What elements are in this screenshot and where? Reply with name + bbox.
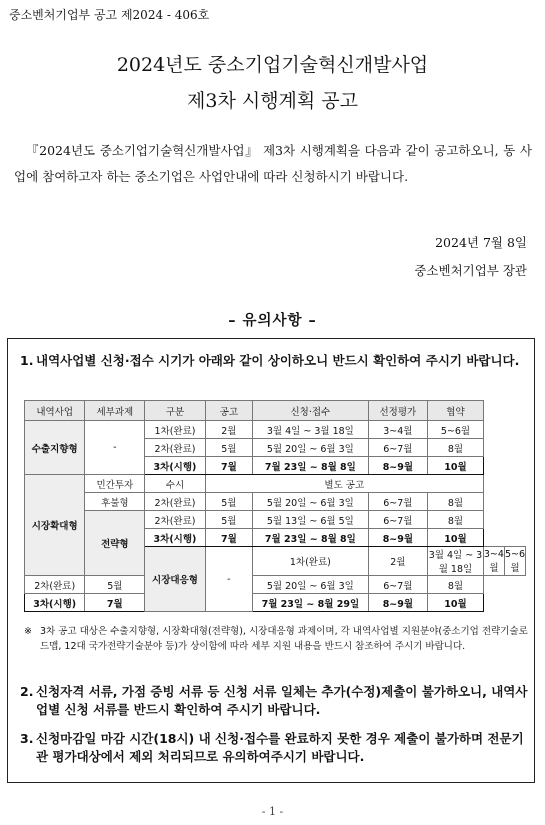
table-cell: 10월 bbox=[428, 529, 484, 547]
table-cell: 5월 bbox=[205, 493, 252, 511]
group-market-expand: 시장확대형 bbox=[25, 475, 85, 576]
sub-task-strategic: 전략형 bbox=[85, 511, 145, 576]
table-cell: 5~6월 bbox=[428, 421, 484, 439]
schedule-table bbox=[24, 400, 526, 612]
table-cell: 5월 20일 ~ 6월 3일 bbox=[253, 576, 369, 594]
table-row bbox=[25, 511, 526, 529]
item-number: 1. bbox=[20, 353, 34, 368]
table-cell: 2월 bbox=[368, 547, 427, 576]
table-cell: 1차(완료) bbox=[145, 421, 205, 439]
table-cell: 8~9월 bbox=[368, 594, 427, 612]
table-footnote bbox=[24, 624, 530, 654]
table-cell: 7월 bbox=[205, 529, 252, 547]
table-cell: 8월 bbox=[428, 493, 484, 511]
header-cell: 세부과제 bbox=[85, 401, 145, 421]
table-cell: 5월 13일 ~ 6월 5일 bbox=[253, 511, 369, 529]
table-cell: 8월 bbox=[428, 439, 484, 457]
table-cell: 7월 23일 ~ 8월 8일 bbox=[253, 529, 369, 547]
group-market-response: 시장대응형 bbox=[145, 547, 205, 612]
footnote-text: 3차 공고 대상은 수출지향형, 시장확대형(전략형), 시장대응형 과제이며, 각 내역사업별 지원분야(중소기업 전략기술로드맵, 12대 국가전략기술분야 등)가 상이함에 따라 세부 지원 내용을 반드시 참조하여 주시기 바랍니다. bbox=[40, 626, 528, 652]
table-cell: 7월 23일 ~ 8월 8일 bbox=[253, 457, 369, 475]
header-cell: 신청·접수 bbox=[253, 401, 369, 421]
intro-paragraph: 『2024년도 중소기업기술혁신개발사업』 제3차 시행계획을 다음과 같이 공고하오니, 동 사업에 참여하고자 하는 중소기업은 사업안내에 따라 신청하시기 바랍니다. bbox=[14, 143, 532, 184]
table-cell: 6~7월 bbox=[368, 493, 427, 511]
table-cell: 5월 bbox=[205, 511, 252, 529]
document-number: 중소벤처기업부 공고 제2024 - 406호 bbox=[9, 8, 210, 22]
header-cell: 구분 bbox=[145, 401, 205, 421]
table-cell: 2차(완료) bbox=[145, 439, 205, 457]
sub-task-cell: - bbox=[85, 421, 145, 475]
table-cell: 7월 bbox=[85, 594, 145, 612]
item-number: 3. bbox=[20, 731, 34, 746]
table-cell: 3~4월 bbox=[483, 548, 504, 574]
notice-item-3 bbox=[20, 730, 528, 766]
table-cell: 1차(완료) bbox=[253, 547, 369, 576]
table-cell: 7월 23일 ~ 8월 29일 bbox=[253, 594, 369, 612]
title-line-2: 제3차 시행계획 공고 bbox=[187, 90, 358, 112]
table-cell: 2차(완료) bbox=[145, 511, 205, 529]
title-line-1: 2024년도 중소기업기술혁신개발사업 bbox=[116, 54, 429, 76]
sub-task-private: 민간투자 bbox=[85, 475, 145, 493]
table-row bbox=[25, 421, 526, 439]
notice-heading: – 유의사항 – bbox=[228, 313, 317, 329]
table-cell: 8월 bbox=[428, 576, 484, 594]
header-cell: 협약 bbox=[428, 401, 484, 421]
reference-mark: ※ bbox=[24, 626, 32, 637]
table-cell: 3차(시행) bbox=[25, 594, 85, 612]
table-cell: 8~9월 bbox=[368, 457, 427, 475]
table-cell: 5월 bbox=[205, 439, 252, 457]
sub-task-cell: - bbox=[205, 547, 252, 612]
table-row-current bbox=[25, 594, 526, 612]
page-number: - 1 - bbox=[261, 805, 284, 818]
table-cell: 10월 bbox=[428, 594, 484, 612]
item-text: 신청자격 서류, 가점 증빙 서류 등 신청 서류 일체는 추가(수정)제출이 불가하오니, 내역사업별 신청 서류를 반드시 확인하여 주시기 바랍니다. bbox=[36, 684, 528, 717]
table-cell: 10월 bbox=[428, 457, 484, 475]
table-cell: 6~7월 bbox=[368, 511, 427, 529]
table-cell: 수시 bbox=[145, 475, 205, 493]
table-cell: 3차(시행) bbox=[145, 529, 205, 547]
table-row bbox=[25, 493, 526, 511]
announcement-date: 2024년 7월 8일 bbox=[435, 235, 527, 250]
group-export: 수출지향형 bbox=[25, 421, 85, 475]
table-cell: 2차(완료) bbox=[25, 576, 85, 594]
table-cell: 5~6월 bbox=[504, 548, 525, 574]
table-cell: 6~7월 bbox=[368, 439, 427, 457]
table-row bbox=[25, 576, 526, 594]
table-cell: 7월 bbox=[205, 457, 252, 475]
notice-item-1 bbox=[20, 352, 528, 370]
table-cell: 별도 공고 bbox=[205, 475, 483, 493]
table-header-row bbox=[25, 401, 526, 421]
table-cell: 5월 bbox=[85, 576, 145, 594]
table-cell: 6~7월 bbox=[368, 576, 427, 594]
item-text: 신청마감일 마감 시간(18시) 내 신청·접수를 완료하지 못한 경우 제출이 불가하며 전문기관 평가대상에서 제외 처리되므로 유의하여주시기 바랍니다. bbox=[36, 731, 524, 764]
table-cell: 8~9월 bbox=[368, 529, 427, 547]
table-cell: 5월 20일 ~ 6월 3일 bbox=[253, 493, 369, 511]
table-cell: 3월 4일 ~ 3월 18일 bbox=[428, 547, 484, 576]
table-cell: 2월 bbox=[205, 421, 252, 439]
table-cell: 8월 bbox=[428, 511, 484, 529]
sub-task-followup: 후불형 bbox=[85, 493, 145, 511]
header-cell: 공고 bbox=[205, 401, 252, 421]
table-cell: 5월 20일 ~ 6월 3일 bbox=[253, 439, 369, 457]
header-cell: 내역사업 bbox=[25, 401, 85, 421]
table-cell: 2차(완료) bbox=[145, 493, 205, 511]
table-cell: 3월 4일 ~ 3월 18일 bbox=[253, 421, 369, 439]
table-cell: 3~4월 bbox=[368, 421, 427, 439]
table-cell: 3차(시행) bbox=[145, 457, 205, 475]
issuer: 중소벤처기업부 장관 bbox=[414, 263, 527, 278]
table-row bbox=[25, 475, 526, 493]
notice-item-2 bbox=[20, 683, 528, 719]
header-cell: 선정평가 bbox=[368, 401, 427, 421]
item-text: 내역사업별 신청·접수 시기가 아래와 같이 상이하오니 반드시 확인하여 주시기 바랍니다. bbox=[36, 353, 520, 368]
item-number: 2. bbox=[20, 684, 34, 699]
